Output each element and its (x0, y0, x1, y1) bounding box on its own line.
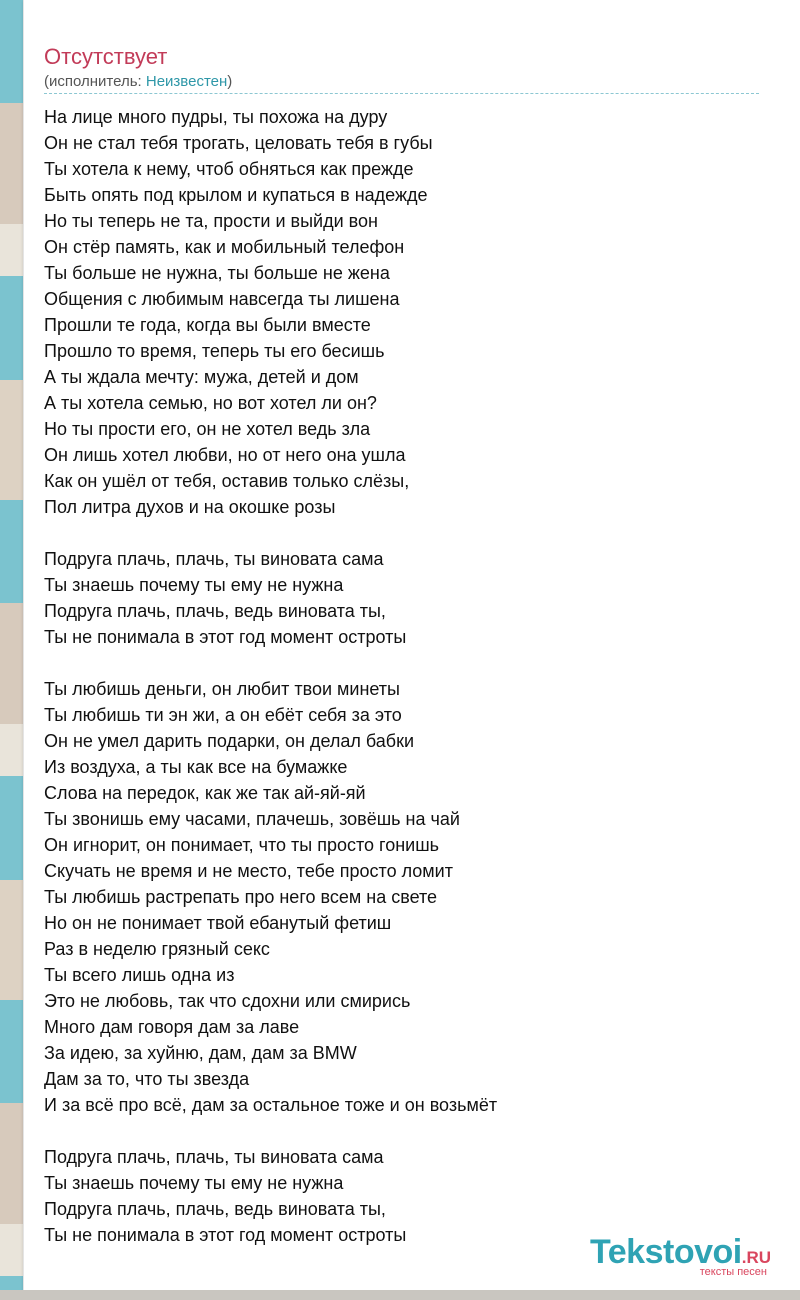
lyrics-line: Слова на передок, как же так ай-яй-яй (44, 783, 366, 803)
title-divider (44, 93, 759, 94)
lyrics-line: Быть опять под крылом и купаться в надежде (44, 185, 428, 205)
lyrics-stanza (44, 104, 784, 520)
lyrics-line: Пол литра духов и на окошке розы (44, 497, 336, 517)
lyrics-line: Но ты теперь не та, прости и выйди вон (44, 211, 378, 231)
lyrics-line: Ты знаешь почему ты ему не нужна (44, 1173, 344, 1193)
lyrics-line: Из воздуха, а ты как все на бумажке (44, 757, 348, 777)
lyrics-line: Ты не понимала в этот год момент остроты (44, 1225, 407, 1245)
lyrics-line: Подруга плачь, плачь, ты виновата сама (44, 549, 384, 569)
lyrics-line: Много дам говоря дам за лаве (44, 1017, 300, 1037)
logo-tagline: тексты песен (699, 1266, 767, 1278)
logo-tld: .RU (741, 1248, 771, 1267)
lyrics-line: А ты хотела семью, но вот хотел ли он? (44, 393, 377, 413)
lyrics-text (44, 104, 784, 1248)
lyrics-line: Это не любовь, так что сдохни или смирись (44, 991, 411, 1011)
lyrics-line: Подруга плачь, плачь, ведь виновата ты, (44, 1199, 386, 1219)
lyrics-line: Он не стал тебя трогать, целовать тебя в губы (44, 133, 433, 153)
lyrics-stanza (44, 676, 784, 1118)
lyrics-line: Но он не понимает твой ебанутый фетиш (44, 913, 392, 933)
lyrics-line: Он не умел дарить подарки, он делал бабки (44, 731, 415, 751)
artist-line (44, 73, 232, 90)
song-title: Отсутствует (44, 44, 168, 69)
lyrics-line: Ты любишь ти эн жи, а он ебёт себя за это (44, 705, 402, 725)
artist-suffix: ) (227, 73, 233, 90)
artist-link[interactable]: Неизвестен (145, 73, 228, 90)
lyrics-line: Ты звонишь ему часами, плачешь, зовёшь на чай (44, 809, 460, 829)
bottom-strip (0, 1290, 800, 1300)
lyrics-line: Раз в неделю грязный секс (44, 939, 270, 959)
lyrics-line: Ты любишь деньги, он любит твои минеты (44, 679, 400, 699)
lyrics-line: Ты не понимала в этот год момент остроты (44, 627, 407, 647)
logo-name: Tekstovoi (590, 1233, 742, 1271)
lyrics-line: За идею, за хуйню, дам, дам за BMW (44, 1043, 357, 1063)
lyrics-line: Он стёр память, как и мобильный телефон (44, 237, 405, 257)
lyrics-line: Дам за то, что ты звезда (44, 1069, 250, 1089)
lyrics-line: А ты ждала мечту: мужа, детей и дом (44, 367, 359, 387)
site-logo[interactable] (590, 1233, 771, 1278)
lyrics-line: На лице много пудры, ты похожа на дуру (44, 107, 388, 127)
lyrics-line: Но ты прости его, он не хотел ведь зла (44, 419, 371, 439)
lyrics-line: Прошли те года, когда вы были вместе (44, 315, 371, 335)
lyrics-line: Подруга плачь, плачь, ты виновата сама (44, 1147, 384, 1167)
lyrics-line: Общения с любимым навсегда ты лишена (44, 289, 400, 309)
lyrics-line: Прошло то время, теперь ты его бесишь (44, 341, 385, 361)
lyrics-line: Ты любишь растрепать про него всем на свете (44, 887, 438, 907)
artist-prefix: (исполнитель: (44, 73, 146, 90)
lyrics-line: И за всё про всё, дам за остальное тоже и он возьмёт (44, 1095, 498, 1115)
lyrics-stanza (44, 546, 784, 650)
lyrics-line: Скучать не время и не место, тебе просто ломит (44, 861, 453, 881)
lyrics-card (23, 0, 800, 1290)
lyrics-line: Он лишь хотел любви, но от него она ушла (44, 445, 406, 465)
lyrics-line: Как он ушёл от тебя, оставив только слёзы, (44, 471, 410, 491)
lyrics-line: Ты всего лишь одна из (44, 965, 235, 985)
lyrics-line: Ты хотела к нему, чтоб обняться как прежде (44, 159, 414, 179)
lyrics-line: Ты знаешь почему ты ему не нужна (44, 575, 344, 595)
lyrics-line: Ты больше не нужна, ты больше не жена (44, 263, 390, 283)
lyrics-line: Он игнорит, он понимает, что ты просто гонишь (44, 835, 440, 855)
lyrics-line: Подруга плачь, плачь, ведь виновата ты, (44, 601, 386, 621)
